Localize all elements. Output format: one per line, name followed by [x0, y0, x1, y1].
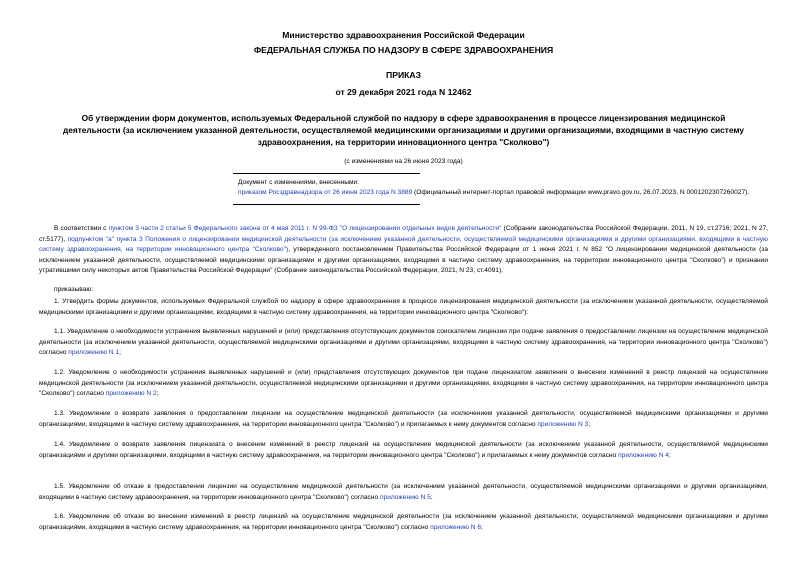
- appendix-4-link[interactable]: приложению N 4: [618, 451, 669, 459]
- amendment-source: (Официальный интернет-портал правовой информации www.pravo.gov.ru, 26.07.2023, N 0001202307260027).: [412, 189, 750, 196]
- service-name: ФЕДЕРАЛЬНАЯ СЛУЖБА ПО НАДЗОРУ В СФЕРЕ ЗДРАВООХРАНЕНИЯ: [253, 45, 554, 55]
- appendix-6-link[interactable]: приложению N 6: [430, 523, 482, 531]
- order-word: приказываю:: [54, 286, 94, 293]
- law-link[interactable]: пунктом 3 части 2 статьи 5 Федерального закона от 4 мая 2011 г. N 99-ФЗ "О лицензировании отдельных видов деятельности": [108, 225, 502, 232]
- divider-bottom: [233, 204, 420, 205]
- doc-date-number: от 29 декабря 2021 года N 12462: [335, 87, 472, 97]
- item-1-3: 1.3. Уведомление о возврате заявления о предоставлении лицензии на осуществление медицинской деятельности (за исключением указанной деятельности, осуществляемой медицинскими организациями и другими организациями, входящими в частную систему здравоохранения, на территории инновационного центра "Сколково") и прилагаемых к нему документов согласно приложению N 3;: [39, 410, 768, 428]
- appendix-2-link[interactable]: приложению N 2: [105, 390, 157, 398]
- item-1-4: 1.4. Уведомление о возврате заявления лицензиата о внесении изменений в реестр лицензий на осуществление медицинской деятельности (за исключением указанной деятельности, осуществляемой медицинскими организациями и другими организациями, входящими в частную систему здравоохранения, на территории инновационного центра "Сколково") и прилагаемых к нему документов согласно приложению N 4;: [39, 441, 768, 459]
- document-title: Об утверждении форм документов, используемых Федеральной службой по надзору в сфере здравоохранения в процессе лицензирования медицинской деятельности (за исключением указанной деятельности, осуществляемой медицинскими организациями и другими организациями, входящими в частную систему здравоохранения, на территории инновационного центра "Сколково"): [63, 113, 744, 147]
- appendix-3-link[interactable]: приложению N 3: [537, 420, 589, 428]
- doc-type: ПРИКАЗ: [386, 70, 421, 80]
- doc-changes-label: Документ с изменениями, внесенными:: [238, 179, 360, 186]
- doc-changes-line: [238, 188, 749, 197]
- appendix-5-link[interactable]: приложению N 5: [379, 493, 431, 501]
- item-1-2: 1.2. Уведомление о необходимости устранения выявленных нарушений и (или) представления отсутствующих документов при подаче лицензиатом заявления о внесении изменений в реестр лицензий на осуществление медицинской деятельности (за исключением указанной деятельности, осуществляемой медицинскими организациями и другими организациями, входящими в частную систему здравоохранения, на территории инновационного центра "Сколково") согласно приложению N 2;: [39, 369, 768, 398]
- item-1-5: 1.5. Уведомление об отказе в предоставлении лицензии на осуществление медицинской деятельности (за исключением указанной деятельности, осуществляемой медицинскими организациями и другими организациями, входящими в частную систему здравоохранения, на территории инновационного центра "Сколково") согласно приложению N 5;: [39, 483, 768, 501]
- appendix-1-link[interactable]: приложению N 1: [68, 349, 120, 357]
- ministry-name: Министерство здравоохранения Российской Федерации: [282, 30, 525, 40]
- item-1-1: 1.1. Уведомление о необходимости устранения выявленных нарушений и (или) представления отсутствующих документов соискателем лицензии при подаче заявления о предоставлении лицензии на осуществление медицинской деятельности (за исключением указанной деятельности, осуществляемой медицинскими организациями и другими организациями, входящими в частную систему здравоохранения, на территории инновационного центра "Сколково") согласно приложению N 1;: [39, 328, 768, 357]
- item-1: 1. Утвердить формы документов, используемых Федеральной службой по надзору в сфере здравоохранения в процессе лицензирования медицинской деятельности (за исключением указанной деятельности, осуществляемой медицинскими организациями и другими организациями, входящими в частную систему здравоохранения, на территории инновационного центра "Сколково"):: [39, 298, 768, 316]
- changes-note: (с изменениями на 26 июня 2023 года): [344, 158, 463, 165]
- preamble: В соответствии с пунктом 3 части 2 статьи 5 Федерального закона от 4 мая 2011 г. N 99-ФЗ "О лицензировании отдельных видов деятельности" (Собрание законодательства Российской Федерации, 2011, N 19, ст.2716; 2021, N 27, ст.5177), подпунктом "а" пункта 3 Положения о лицензировании медицинской деятельности (за исключением указанной деятельности, осуществляемой медицинскими организациями и другими организациями, входящими в частную систему здравоохранения, на территории инновационного центра "Сколково"), утвержденного постановлением Правительства Российской Федерации от 1 июня 2021 г. N 852 "О лицензировании медицинской деятельности (за исключением указанной деятельности, осуществляемой медицинскими организациями и другими организациями, входящими в частную систему здравоохранения, на территории инновационного центра "Сколково") и признании утратившими силу некоторых актов Правительства Российской Федерации" (Собрание законодательства Российской Федерации, 2021, N 23, ст.4091),: [39, 225, 768, 275]
- item-1-6: 1.6. Уведомление об отказе во внесении изменений в реестр лицензий на осуществление медицинской деятельности (за исключением указанной деятельности, осуществляемой медицинскими организациями и другими организациями, входящими в частную систему здравоохранения, на территории инновационного центра "Сколково") согласно приложению N 6;: [39, 513, 768, 531]
- amendment-order-link[interactable]: приказом Росздравнадзора от 26 июня 2023 года N 3889: [238, 189, 413, 196]
- divider-top: [233, 173, 420, 174]
- regulation-link[interactable]: подпунктом "а" пункта 3 Положения о лицензировании медицинской деятельности (за исключением указанной деятельности, осуществляемой медицинскими организациями и другими организациями, входящими в частную систему здравоохранения, на территории инновационного центра "Сколково"): [39, 235, 768, 254]
